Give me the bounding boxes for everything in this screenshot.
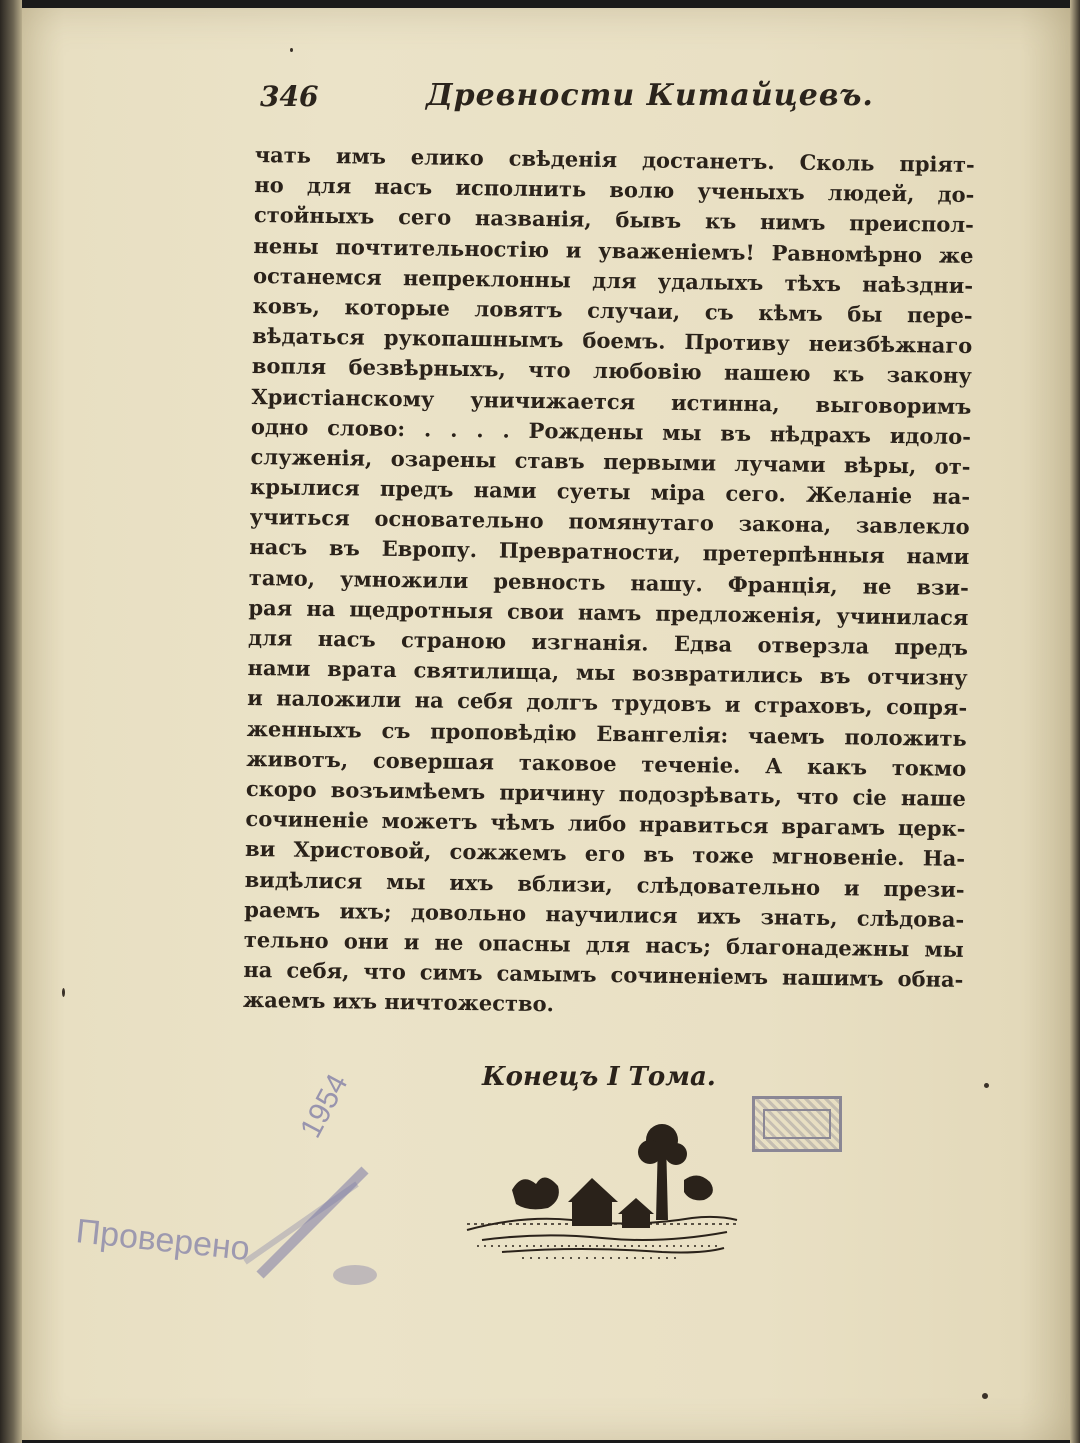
text-line: насъ въ Европу. Превратности, претерпѣнныя нами <box>249 534 970 570</box>
text-line: на себя, что симъ самымъ сочиненіемъ нашимъ обна- <box>243 956 964 993</box>
library-stamp <box>752 1096 842 1152</box>
paper-speck <box>982 1393 988 1399</box>
stamp-blot <box>333 1265 377 1285</box>
text-line: раемъ ихъ; довольно научилися ихъ знать, слѣдова- <box>244 896 965 932</box>
text-line: и наложили на себя долгъ трудовъ и страховъ, сопря- <box>247 685 968 721</box>
page-number: 346 <box>260 80 319 113</box>
stamp-smear <box>245 1184 357 1262</box>
text-line: Христіанскому уничижается истинна, выговоримъ <box>251 383 972 419</box>
text-line: сочиненіе можетъ чѣмъ либо нравиться врагамъ церк- <box>245 806 966 842</box>
end-of-volume-note: Конецъ I Тома. <box>482 1062 716 1092</box>
landscape-vignette-icon <box>462 1120 742 1270</box>
text-line: крылися предъ нами суеты міра сего. Желаніе на- <box>249 474 971 510</box>
page-edge <box>1070 0 1080 1443</box>
date-stamp-text: 1954 <box>294 1068 355 1144</box>
paper-speck <box>290 48 293 52</box>
running-title: Древности Китайцевъ. <box>426 78 874 113</box>
book-gutter <box>0 0 22 1443</box>
text-line: нены почтительностію и уваженіемъ! Равномѣрно же <box>253 232 974 268</box>
library-stamp-inner <box>763 1109 831 1139</box>
text-line: ви Христовой, сожжемъ его въ тоже мгновеніе. На- <box>244 836 966 872</box>
paper-speck <box>984 1083 989 1088</box>
text-line: служенія, озарены ставъ первыми лучами вѣры, от- <box>250 443 971 479</box>
text-line: животъ, совершая таковое теченіе. А какъ токмо <box>246 745 967 781</box>
text-line: скоро возъимѣемъ причину подозрѣвать, что сіе наше <box>245 775 967 811</box>
text-line: нами врата святилища, мы возвратились въ отчизну <box>247 655 968 691</box>
text-line: но для насъ исполнить волю ученыхъ людей, до- <box>254 172 975 208</box>
verified-stamp <box>74 1068 385 1300</box>
text-line: тельно они и не опасны для насъ; благонадежны мы <box>243 926 964 962</box>
text-line: стойныхъ сего названія, бывъ къ нимъ преиспол- <box>253 202 975 238</box>
body-text <box>243 140 975 1025</box>
text-line: чать имъ елико свѣденія достанетъ. Сколь пріят- <box>254 141 975 178</box>
text-line: вѣдаться рукопашнымъ боемъ. Противу неизбѣжнаго <box>252 323 973 359</box>
text-line: одно слово: . . . . Рождены мы въ нѣдрахъ идоло- <box>250 413 972 449</box>
text-line: женныхъ съ проповѣдію Евангелія: чаемъ положить <box>246 715 967 751</box>
text-line: останемся непреклонны для удалыхъ тѣхъ наѣздни- <box>252 262 974 298</box>
text-line: ковъ, которые ловятъ случаи, съ кѣмъ бы пере- <box>252 292 973 328</box>
text-line: тамо, умножили ревность нашу. Франція, не взи- <box>248 564 970 600</box>
text-line: учиться основательно помянутаго закона, завлекло <box>249 504 970 540</box>
paper-speck <box>62 988 65 997</box>
text-line: вопля безвѣрныхъ, что любовію нашею къ закону <box>251 353 972 389</box>
text-line: жаемъ ихъ ничтожество. <box>242 987 555 1017</box>
text-line: для насъ страною изгнанія. Едва отверзла предъ <box>247 624 969 661</box>
verified-stamp-text: Проверено <box>74 1212 252 1269</box>
text-line: рая на щедротныя свои намъ предложенія, учинилася <box>248 594 969 630</box>
text-line: видѣлися мы ихъ вблизи, слѣдовательно и прези- <box>244 866 965 902</box>
